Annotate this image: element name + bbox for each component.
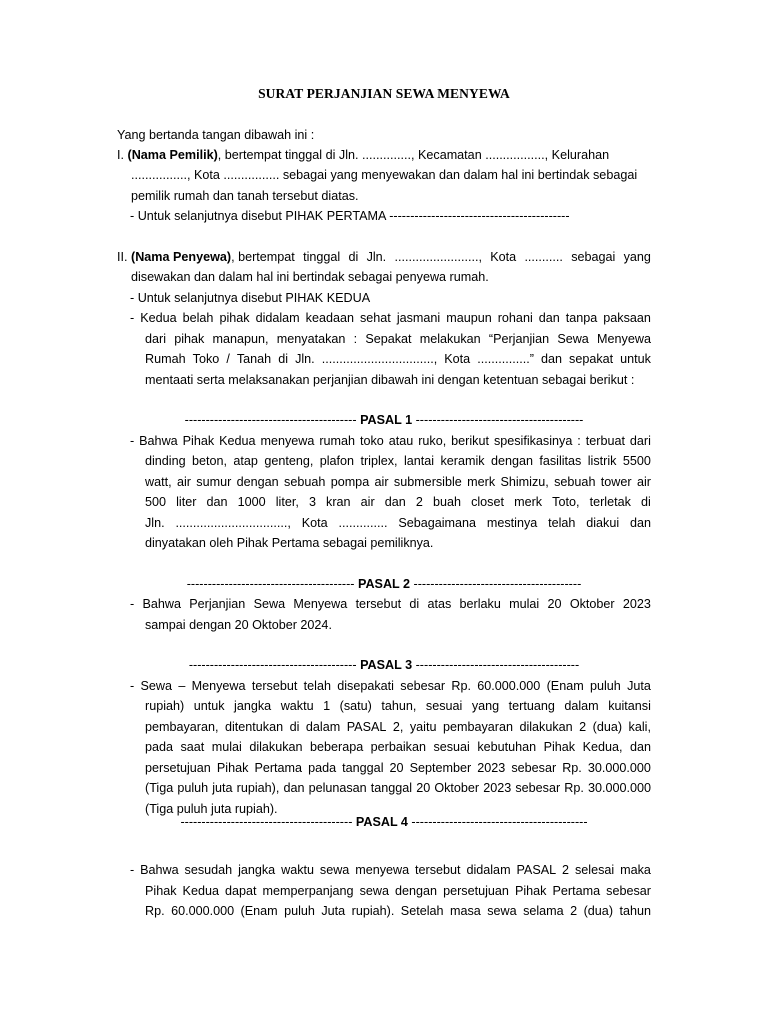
word: Pihak [543,740,576,754]
pasal-4-dash-left: ----------------------------------------- [180,815,353,829]
word: 5500 [622,454,651,468]
word: 1 [323,699,331,713]
pasal-3-label: PASAL 3 [360,658,413,672]
word: sewa [359,884,389,898]
word: waktu [281,863,314,877]
word: , bertempat [231,250,295,264]
word: Toto, [552,495,580,509]
word: tanggal [342,761,384,775]
word: 20 [547,597,562,611]
pasal-3-line-5 [145,758,651,778]
word: tower [600,475,632,489]
pasal-3-line-6 [145,778,651,798]
word: Kota [490,250,517,264]
word: selesai [574,863,615,877]
document-title: SURAT PERJANJIAN SEWA MENYEWA [258,86,510,101]
word: pihak [219,311,250,325]
pasal-4-line-2 [145,881,651,901]
word: untuk [193,699,225,713]
word: telah [303,679,331,693]
word: terbuat [585,434,625,448]
word: keadaan [305,311,354,325]
pasal-2-line-1 [130,594,651,614]
word: Pihak [216,761,249,775]
word: sebagai [571,250,616,264]
word: tertuang [508,699,555,713]
pasal-1-dash-right: ---------------------------------------- [415,413,584,427]
word: PASAL [346,720,387,734]
word: didalam [466,863,511,877]
word: puluh [590,679,621,693]
pemilik-number: I. [117,148,124,162]
word: dan [206,495,228,509]
penyewa-line-2: disewakan dan dalam hal ini bertindak sebagai penyewa rumah. [131,270,489,284]
word: juta [212,781,233,795]
word: sewa [487,904,517,918]
pasal-4-line-3 [145,901,651,921]
word: 30.000.000 [587,781,651,795]
word: Jln. [145,516,165,530]
word: mestinya [486,516,538,530]
word: atau [388,434,414,448]
pasal-1-dash-left: ----------------------------------------- [184,413,357,427]
word: Shimizu, [500,475,549,489]
pasal-2-label: PASAL 2 [357,577,411,591]
word: saat [180,740,205,754]
word: menyewa [260,434,315,448]
word: air [176,475,191,489]
word: jasmani [396,311,441,325]
pasal-1-heading [0,410,768,430]
word: 2 [562,863,570,877]
word: closet [471,495,504,509]
word: di [348,250,359,264]
word: Sepakat [365,332,412,346]
word: (Tiga [145,781,174,795]
word: rumah [319,434,356,448]
pasal-1-line-4 [145,492,651,512]
pasal-3-line-2 [145,696,651,716]
word: sesuai [425,699,463,713]
pemilik-line-3: pemilik rumah dan tanah tersebut diatas. [131,189,359,203]
word: yang [623,250,651,264]
word: Oktober [569,597,615,611]
word: Oktober [434,781,480,795]
word: keramik [440,454,485,468]
word: yang [471,699,500,713]
word: menyewa [355,863,410,877]
pemilik-label: (Nama Pemilik) [127,148,218,162]
word: maka [620,863,651,877]
word: jangka [238,863,276,877]
word: air [374,475,389,489]
word: Sewa [140,679,173,693]
word: sebesar [606,884,651,898]
word: sesudah [184,863,233,877]
word: dan [384,495,406,509]
word: air [636,475,651,489]
word: Pertama [254,761,303,775]
word: Juta [627,679,651,693]
word: ........... [524,250,563,264]
word: liter [176,495,197,509]
word: rohani [497,311,533,325]
word: tersebut [251,679,298,693]
word: buah [432,495,461,509]
pemilik-line-2: ................, Kota ................ sebagai yang menyewakan dan dalam hal ini bertindak sebagai [131,168,638,182]
word: - [130,434,135,448]
penyewa-bullet-2-line-1 [130,308,651,328]
word: yaitu [409,720,437,734]
word: dilakukan [249,740,303,754]
word: spesifikasinya [493,434,573,448]
word: air [360,495,375,509]
word: tahun, [381,699,417,713]
word: genteng, [264,454,314,468]
word: waktu [280,699,314,713]
word: berikut [451,434,489,448]
word: sebesar [400,679,446,693]
word: liter, [275,495,299,509]
word: tanpa [565,311,598,325]
pasal-4-heading [0,812,768,832]
word: belah [182,311,214,325]
penyewa-number: II. [117,250,128,264]
word: ........................, [394,250,482,264]
word: ................................, [175,516,291,530]
word: 2 [415,495,423,509]
pasal-1-label: PASAL 1 [360,413,413,427]
word: 30.000.000 [587,761,651,775]
word: Setelah [400,904,444,918]
pasal-1-line-3 [145,472,651,492]
word: sesuai [433,740,470,754]
penyewa-bullet-2-line-3 [145,349,651,369]
word: 1000 [237,495,266,509]
word: rupiah). [351,904,395,918]
word: di [289,720,300,734]
word: Menyewa [293,597,348,611]
word: (dua) [583,904,614,918]
word: manapun, [212,332,269,346]
word: dari [145,332,166,346]
word: Tanah [236,352,272,366]
word: lantai [403,454,435,468]
penyewa-label: (Nama Penyewa) [131,250,232,264]
word: sebuah [284,475,326,489]
word: (Enam [240,904,278,918]
word: (satu) [339,699,372,713]
word: rupiah), [236,781,280,795]
word: “Perjanjian [488,332,550,346]
pasal-2-heading [0,574,768,594]
word: toko [359,434,384,448]
word: di [409,597,420,611]
pasal-3-dash-left: ---------------------------------------- [188,658,357,672]
word: pihak [174,332,205,346]
word: disepakati [337,679,394,693]
word: Jln. [295,352,315,366]
word: Pertama [552,884,601,898]
word: dan [538,311,560,325]
word: 2023 [477,761,506,775]
word: tahun [619,904,651,918]
pasal-4-dash-right: ------------------------------------------ [411,815,588,829]
pemilik-line-1 [117,145,609,165]
word: Bahwa [140,863,179,877]
word: kali, [628,720,651,734]
pasal-2-dash-right: ---------------------------------------- [413,577,582,591]
word: dengan [236,475,279,489]
word: watt, [145,475,172,489]
pasal-3-dash-right: --------------------------------------- [415,658,580,672]
word: Kota [301,516,328,530]
word: Kedua [219,434,256,448]
word: triplex, [360,454,398,468]
word: Rp. [562,761,582,775]
word: tinggal [303,250,341,264]
word: dan [283,781,305,795]
word: ...............” [477,352,534,366]
word: 2023 [483,781,512,795]
word: sehat [360,311,391,325]
word: Juta [321,904,346,918]
word: jangka [234,699,272,713]
pasal-3-line-7: (Tiga puluh juta rupiah). [145,802,278,816]
word: dan [629,516,651,530]
word: dari [629,434,651,448]
word: perbaikan [370,740,426,754]
word: puluh [284,904,315,918]
word: atap [233,454,258,468]
word: 2023 [622,597,651,611]
word: Menyewa [597,332,651,346]
word: terletak [589,495,631,509]
penyewa-line-1 [117,247,651,267]
word: fasilitas [539,454,582,468]
penyewa-bullet-1: - Untuk selanjutnya disebut PIHAK KEDUA [130,291,371,305]
word: pompa [330,475,370,489]
word: ditentukan [225,720,284,734]
word: 2 [570,904,578,918]
word: Perjanjian [189,597,246,611]
word: / [226,352,230,366]
word: Sebagaimana [398,516,477,530]
word: tersebut [355,597,402,611]
word: mulai [211,740,242,754]
word: Kedua [140,311,177,325]
word: selama [523,904,564,918]
word: dan [540,352,562,366]
word: - [130,311,135,325]
word: untuk [620,352,651,366]
word: kran [326,495,351,509]
word: dalam [305,720,341,734]
word: 500 [145,495,167,509]
word: pembayaran [442,720,513,734]
word: pelunasan [308,781,367,795]
word: paksaan [603,311,651,325]
word: sepakat [569,352,614,366]
word: menyatakan [276,332,346,346]
word: beberapa [309,740,364,754]
word: ruko, [418,434,447,448]
word: pada [308,761,337,775]
word: mulai [509,597,540,611]
pemilik-bullet: - Untuk selanjutnya disebut PIHAK PERTAMA ------------------------------------------- [130,209,570,223]
word: 20 [389,761,404,775]
word: Jln. [366,250,387,264]
word: 3 [308,495,316,509]
word: (dua) [592,720,623,734]
word: dengan [490,454,533,468]
word: persetujuan [443,884,509,898]
pasal-4-label: PASAL 4 [355,815,408,829]
word: Pihak [182,434,215,448]
word: .............. [338,516,388,530]
word: Rp. [564,781,584,795]
word: sebesar [511,761,557,775]
pasal-1-line-5 [145,513,651,533]
word: Kedua [182,884,219,898]
word: maupun [446,311,492,325]
word: ................................, [321,352,438,366]
word: submersible [393,475,462,489]
word: Bahwa [139,434,178,448]
word: tanggal [370,781,413,795]
word: pembayaran, [145,720,219,734]
penyewa-bullet-2-line-4: mentaati serta melaksanakan perjanjian dibawah ini dengan ketentuan sebagai berikut : [145,373,635,387]
pasal-3-line-1 [130,676,651,696]
word: 60.000.000 [171,904,235,918]
word: Kedua, [582,740,623,754]
pasal-3-line-3 [145,717,651,737]
word: sebesar [515,781,561,795]
word: - [130,597,135,611]
word: 20 [416,781,431,795]
word: didalam [255,311,300,325]
word: 2 [579,720,587,734]
intro-text: Yang bertanda tangan dibawah ini : [117,128,315,142]
word: dan [629,740,651,754]
word: sumur [196,475,232,489]
word: 60.000.000 [477,679,541,693]
word: tersebut [415,863,461,877]
pasal-1-line-1 [130,431,651,451]
word: plafon [319,454,355,468]
word: 2, [392,720,404,734]
word: merk [467,475,496,489]
word: memperpanjang [262,884,354,898]
word: Toko [192,352,220,366]
word: dinding [145,454,186,468]
pasal-4-line-1 [130,860,651,880]
word: kuitansi [608,699,651,713]
word: - [130,863,135,877]
word: dapat [225,884,257,898]
word: melakukan [419,332,481,346]
word: kebutuhan [477,740,537,754]
pasal-2-line-2: sampai dengan 20 Oktober 2024. [145,618,332,632]
pasal-3-line-4 [145,737,651,757]
word: listrik [587,454,617,468]
word: merk [514,495,543,509]
word: berlaku [459,597,501,611]
pasal-3-heading [0,655,768,675]
penyewa-bullet-2-line-2 [145,329,651,349]
word: Rp. [145,904,165,918]
word: – [178,679,186,693]
word: Rp. [451,679,471,693]
word: : [577,434,581,448]
word: rupiah) [145,699,185,713]
word: sebuah [554,475,596,489]
word: September [409,761,472,775]
word: sewa [319,863,350,877]
word: telah [548,516,576,530]
word: Kota [444,352,471,366]
word: Sewa [557,332,589,346]
pasal-1-line-2 [145,451,651,471]
word: Bahwa [142,597,181,611]
word: pada [145,740,174,754]
word: dilakukan [519,720,573,734]
word: di [278,352,289,366]
word: puluh [177,781,209,795]
word: dengan [395,884,438,898]
word: dalam [564,699,599,713]
pasal-1-line-6: dinyatakan oleh Pihak Pertama sebagai pemiliknya. [145,536,434,550]
word: - [130,679,135,693]
word: persetujuan [145,761,211,775]
word: diakui [586,516,620,530]
word: Pihak [145,884,177,898]
word: masa [449,904,481,918]
word: : [353,332,358,346]
word: di [640,495,651,509]
word: beton, [192,454,228,468]
pasal-2-dash-left: ---------------------------------------- [186,577,355,591]
word: Rumah [145,352,186,366]
word: Sewa [253,597,286,611]
word: Menyewa [191,679,246,693]
pemilik-line-1-text: , bertempat tinggal di Jln. .............., Kecamatan ................., Kelurahan [217,148,610,162]
word: PASAL [516,863,557,877]
word: (Enam [546,679,584,693]
word: Pihak [514,884,547,898]
word: atas [427,597,452,611]
